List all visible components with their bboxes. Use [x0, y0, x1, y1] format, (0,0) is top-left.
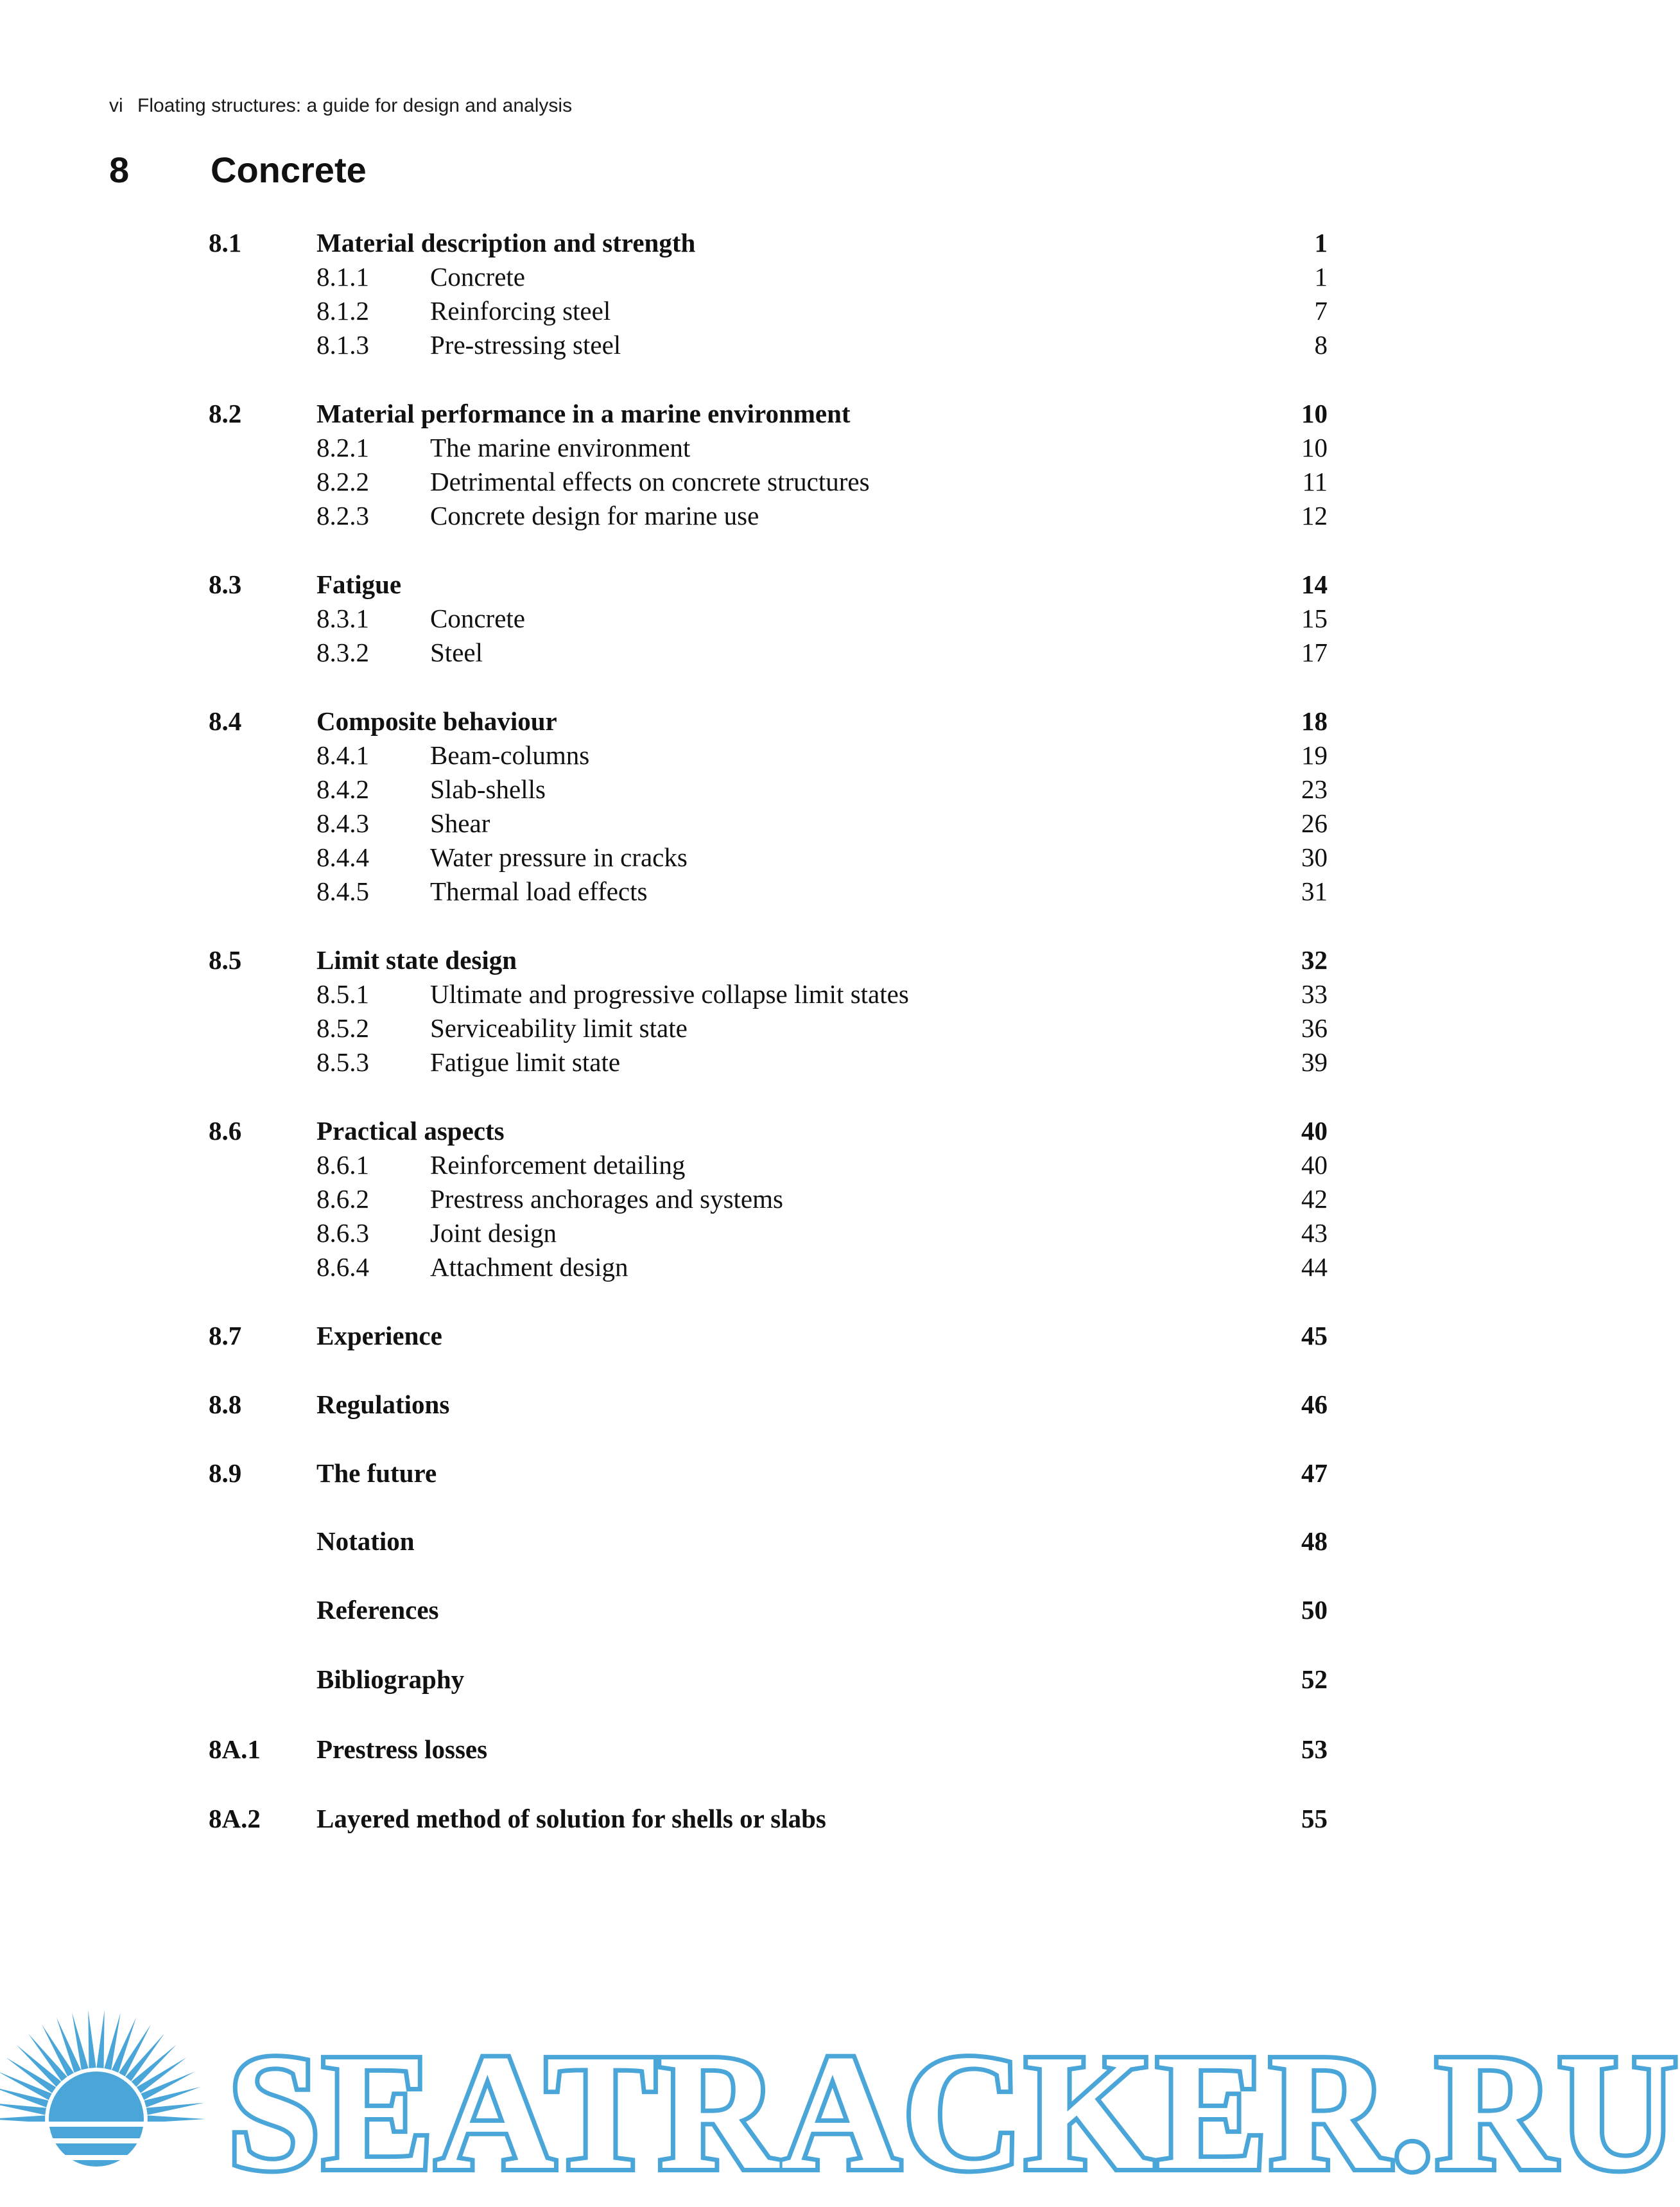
toc-entry-title: Attachment design: [430, 1252, 628, 1282]
toc-entry-page: 10: [1301, 399, 1328, 428]
sun-ray: [146, 2103, 204, 2115]
toc-entry-page: 44: [1301, 1252, 1328, 1282]
toc-subsection-entry[interactable]: [0, 259, 1476, 295]
toc-entry-title: Concrete: [430, 262, 525, 292]
toc-entry-title: Steel: [430, 638, 483, 667]
toc-entry-number: 8.2.2: [316, 467, 369, 496]
toc-section-entry[interactable]: [0, 1386, 1476, 1422]
toc-subsection-entry[interactable]: [0, 1010, 1476, 1046]
toc-entry-page: 47: [1301, 1458, 1328, 1488]
toc-entry-title: Composite behaviour: [316, 706, 557, 736]
toc-entry-number: 8.6.3: [316, 1218, 369, 1248]
chapter-number: 8: [109, 150, 130, 190]
sun-ray: [112, 2018, 136, 2073]
toc-entry-title: Water pressure in cracks: [430, 842, 688, 872]
toc-entry-number: 8.6.2: [316, 1184, 369, 1214]
toc-entry-title: Shear: [430, 808, 490, 838]
running-header: [109, 95, 572, 117]
toc-entry-number: 8.4.4: [316, 842, 369, 872]
toc-entry-page: 15: [1301, 604, 1328, 633]
toc-section-entry[interactable]: [0, 225, 1476, 261]
toc-entry-page: 19: [1301, 740, 1328, 770]
toc-entry-number: 8.5.2: [316, 1013, 369, 1043]
toc-subsection-entry[interactable]: [0, 1044, 1476, 1080]
toc-section-entry[interactable]: [0, 1801, 1476, 1836]
sun-ray: [148, 2115, 205, 2122]
toc-subsection-entry[interactable]: [0, 1249, 1476, 1285]
toc-entry-number: 8.6.4: [316, 1252, 369, 1282]
toc-entry-page: 11: [1302, 467, 1328, 496]
toc-subsection-entry[interactable]: [0, 771, 1476, 807]
toc-entry-number: 8.1: [209, 228, 242, 257]
toc-section-entry[interactable]: [0, 1592, 1476, 1628]
toc-entry-title: Experience: [316, 1321, 442, 1350]
toc-section-entry[interactable]: [0, 1731, 1476, 1767]
toc-entry-title: Prestress anchorages and systems: [430, 1184, 783, 1214]
toc-subsection-entry[interactable]: [0, 293, 1476, 329]
toc-subsection-entry[interactable]: [0, 1181, 1476, 1217]
toc-entry-page: 53: [1301, 1734, 1328, 1764]
toc-entry-number: 8.3.2: [316, 638, 369, 667]
toc-entry-page: 40: [1301, 1150, 1328, 1180]
toc-entry-page: 50: [1301, 1595, 1328, 1625]
toc-entry-title: Fatigue limit state: [430, 1047, 621, 1077]
toc-entry-number: 8.1.1: [316, 262, 369, 292]
toc-entry-title: Reinforcing steel: [430, 296, 611, 326]
toc-entry-page: 52: [1301, 1664, 1328, 1694]
toc-entry-title: Material description and strength: [316, 228, 696, 257]
toc-section-entry[interactable]: [0, 1318, 1476, 1354]
toc-entry-page: 46: [1301, 1390, 1328, 1419]
toc-entry-number: 8.3.1: [316, 604, 369, 633]
toc-section-entry[interactable]: [0, 1113, 1476, 1149]
sun-ray: [0, 2115, 45, 2122]
toc-entry-page: 32: [1301, 945, 1328, 975]
watermark: [0, 1984, 1680, 2207]
toc-entry-page: 12: [1301, 501, 1328, 530]
watermark-text: SEATRACKER.RU: [228, 2020, 1680, 2204]
toc-entry-number: 8.4.3: [316, 808, 369, 838]
toc-subsection-entry[interactable]: [0, 976, 1476, 1012]
toc-section-entry[interactable]: [0, 703, 1476, 739]
toc-entry-title: Layered method of solution for shells or slabs: [316, 1804, 826, 1833]
toc-subsection-entry[interactable]: [0, 498, 1476, 534]
toc-entry-number: 8.9: [209, 1458, 242, 1488]
toc-entry-title: Beam-columns: [430, 740, 590, 770]
toc-entry-page: 42: [1301, 1184, 1328, 1214]
toc-entry-title: Concrete design for marine use: [430, 501, 759, 530]
toc-entry-number: 8.5: [209, 945, 242, 975]
toc-entry-number: 8.6.1: [316, 1150, 369, 1180]
sun-ray: [96, 2010, 104, 2068]
toc-entry-number: 8.5.3: [316, 1047, 369, 1077]
toc-entry-number: 8.1.3: [316, 330, 369, 360]
toc-entry-number: 8.2.1: [316, 433, 369, 462]
toc-subsection-entry[interactable]: [0, 1147, 1476, 1183]
toc-entry-title: Material performance in a marine environment: [316, 399, 851, 428]
toc-section-entry[interactable]: [0, 1661, 1476, 1697]
toc-entry-page: 14: [1301, 570, 1328, 599]
chapter-title: Concrete: [211, 150, 367, 190]
toc-entry-number: 8.1.2: [316, 296, 369, 326]
toc-entry-page: 1: [1314, 228, 1328, 257]
sun-ray: [56, 2018, 81, 2073]
toc-entry-title: Thermal load effects: [430, 877, 648, 906]
toc-section-entry[interactable]: [0, 566, 1476, 602]
toc-entry-title: Slab-shells: [430, 774, 546, 804]
toc-entry-title: Practical aspects: [316, 1116, 505, 1146]
toc-entry-page: 43: [1301, 1218, 1328, 1248]
toc-entry-title: Prestress losses: [316, 1734, 488, 1764]
toc-entry-number: 8.4.5: [316, 877, 369, 906]
toc-entry-page: 55: [1301, 1804, 1328, 1833]
toc-entry-number: 8.2.3: [316, 501, 369, 530]
toc-entry-page: 26: [1301, 808, 1328, 838]
toc-entry-page: 45: [1301, 1321, 1328, 1350]
toc-entry-title: References: [316, 1595, 439, 1625]
toc-entry-number: 8.8: [209, 1390, 242, 1419]
toc-subsection-entry[interactable]: [0, 634, 1476, 670]
toc-entry-number: 8.4.2: [316, 774, 369, 804]
toc-entry-number: 8.5.1: [316, 979, 369, 1009]
toc-entry-title: Limit state design: [316, 945, 517, 975]
toc-entry-page: 23: [1301, 774, 1328, 804]
toc-entry-title: Regulations: [316, 1390, 450, 1419]
toc-subsection-entry[interactable]: [0, 805, 1476, 841]
toc-entry-page: 33: [1301, 979, 1328, 1009]
sun-ray: [88, 2010, 96, 2068]
toc-section-entry[interactable]: [0, 942, 1476, 978]
toc-subsection-entry[interactable]: [0, 430, 1476, 466]
toc-subsection-entry[interactable]: [0, 839, 1476, 875]
toc-entry-number: 8A.1: [209, 1734, 261, 1764]
toc-subsection-entry[interactable]: [0, 464, 1476, 500]
toc-entry-page: 40: [1301, 1116, 1328, 1146]
toc-section-entry[interactable]: [0, 1523, 1476, 1559]
toc-subsection-entry[interactable]: [0, 1215, 1476, 1251]
sun-logo-icon: [0, 1984, 231, 2207]
toc-entry-title: Pre-stressing steel: [430, 330, 621, 360]
toc-entry-title: Concrete: [430, 604, 525, 633]
toc-entry-number: 8.4.1: [316, 740, 369, 770]
toc-entry-number: 8A.2: [209, 1804, 261, 1833]
toc-entry-title: Serviceability limit state: [430, 1013, 688, 1043]
toc-entry-title: Detrimental effects on concrete structures: [430, 467, 870, 496]
toc-entry-title: Notation: [316, 1526, 415, 1556]
toc-entry-page: 31: [1301, 877, 1328, 906]
toc-entry-number: 8.6: [209, 1116, 242, 1146]
toc-subsection-entry[interactable]: [0, 600, 1476, 636]
toc-entry-page: 48: [1301, 1526, 1328, 1556]
toc-section-entry[interactable]: [0, 396, 1476, 432]
toc-entry-number: 8.4: [209, 706, 242, 736]
toc-entry-page: 17: [1301, 638, 1328, 667]
book-title: Floating structures: a guide for design and analysis: [137, 95, 573, 116]
toc-entry-number: 8.7: [209, 1321, 242, 1350]
toc-entry-title: Fatigue: [316, 570, 402, 599]
toc-subsection-entry[interactable]: [0, 873, 1476, 909]
toc-entry-title: Bibliography: [316, 1664, 465, 1694]
toc-subsection-entry[interactable]: [0, 327, 1476, 363]
toc-entry-page: 30: [1301, 842, 1328, 872]
toc-entry-page: 36: [1301, 1013, 1328, 1043]
toc-entry-title: Joint design: [430, 1218, 557, 1248]
toc-entry-number: 8.3: [209, 570, 242, 599]
toc-entry-title: Ultimate and progressive collapse limit states: [430, 979, 909, 1009]
toc-section-entry[interactable]: [0, 1455, 1476, 1491]
toc-entry-title: The future: [316, 1458, 437, 1488]
toc-subsection-entry[interactable]: [0, 737, 1476, 773]
page-folio: vi: [109, 95, 123, 116]
toc-entry-page: 39: [1301, 1047, 1328, 1077]
toc-entry-page: 18: [1301, 706, 1328, 736]
toc-entry-title: Reinforcement detailing: [430, 1150, 686, 1180]
toc-entry-page: 1: [1314, 262, 1328, 292]
toc-entry-page: 7: [1314, 296, 1328, 326]
toc-entry-page: 10: [1301, 433, 1328, 462]
toc-entry-page: 8: [1314, 330, 1328, 360]
toc-entry-title: The marine environment: [430, 433, 691, 462]
toc-entry-number: 8.2: [209, 399, 242, 428]
